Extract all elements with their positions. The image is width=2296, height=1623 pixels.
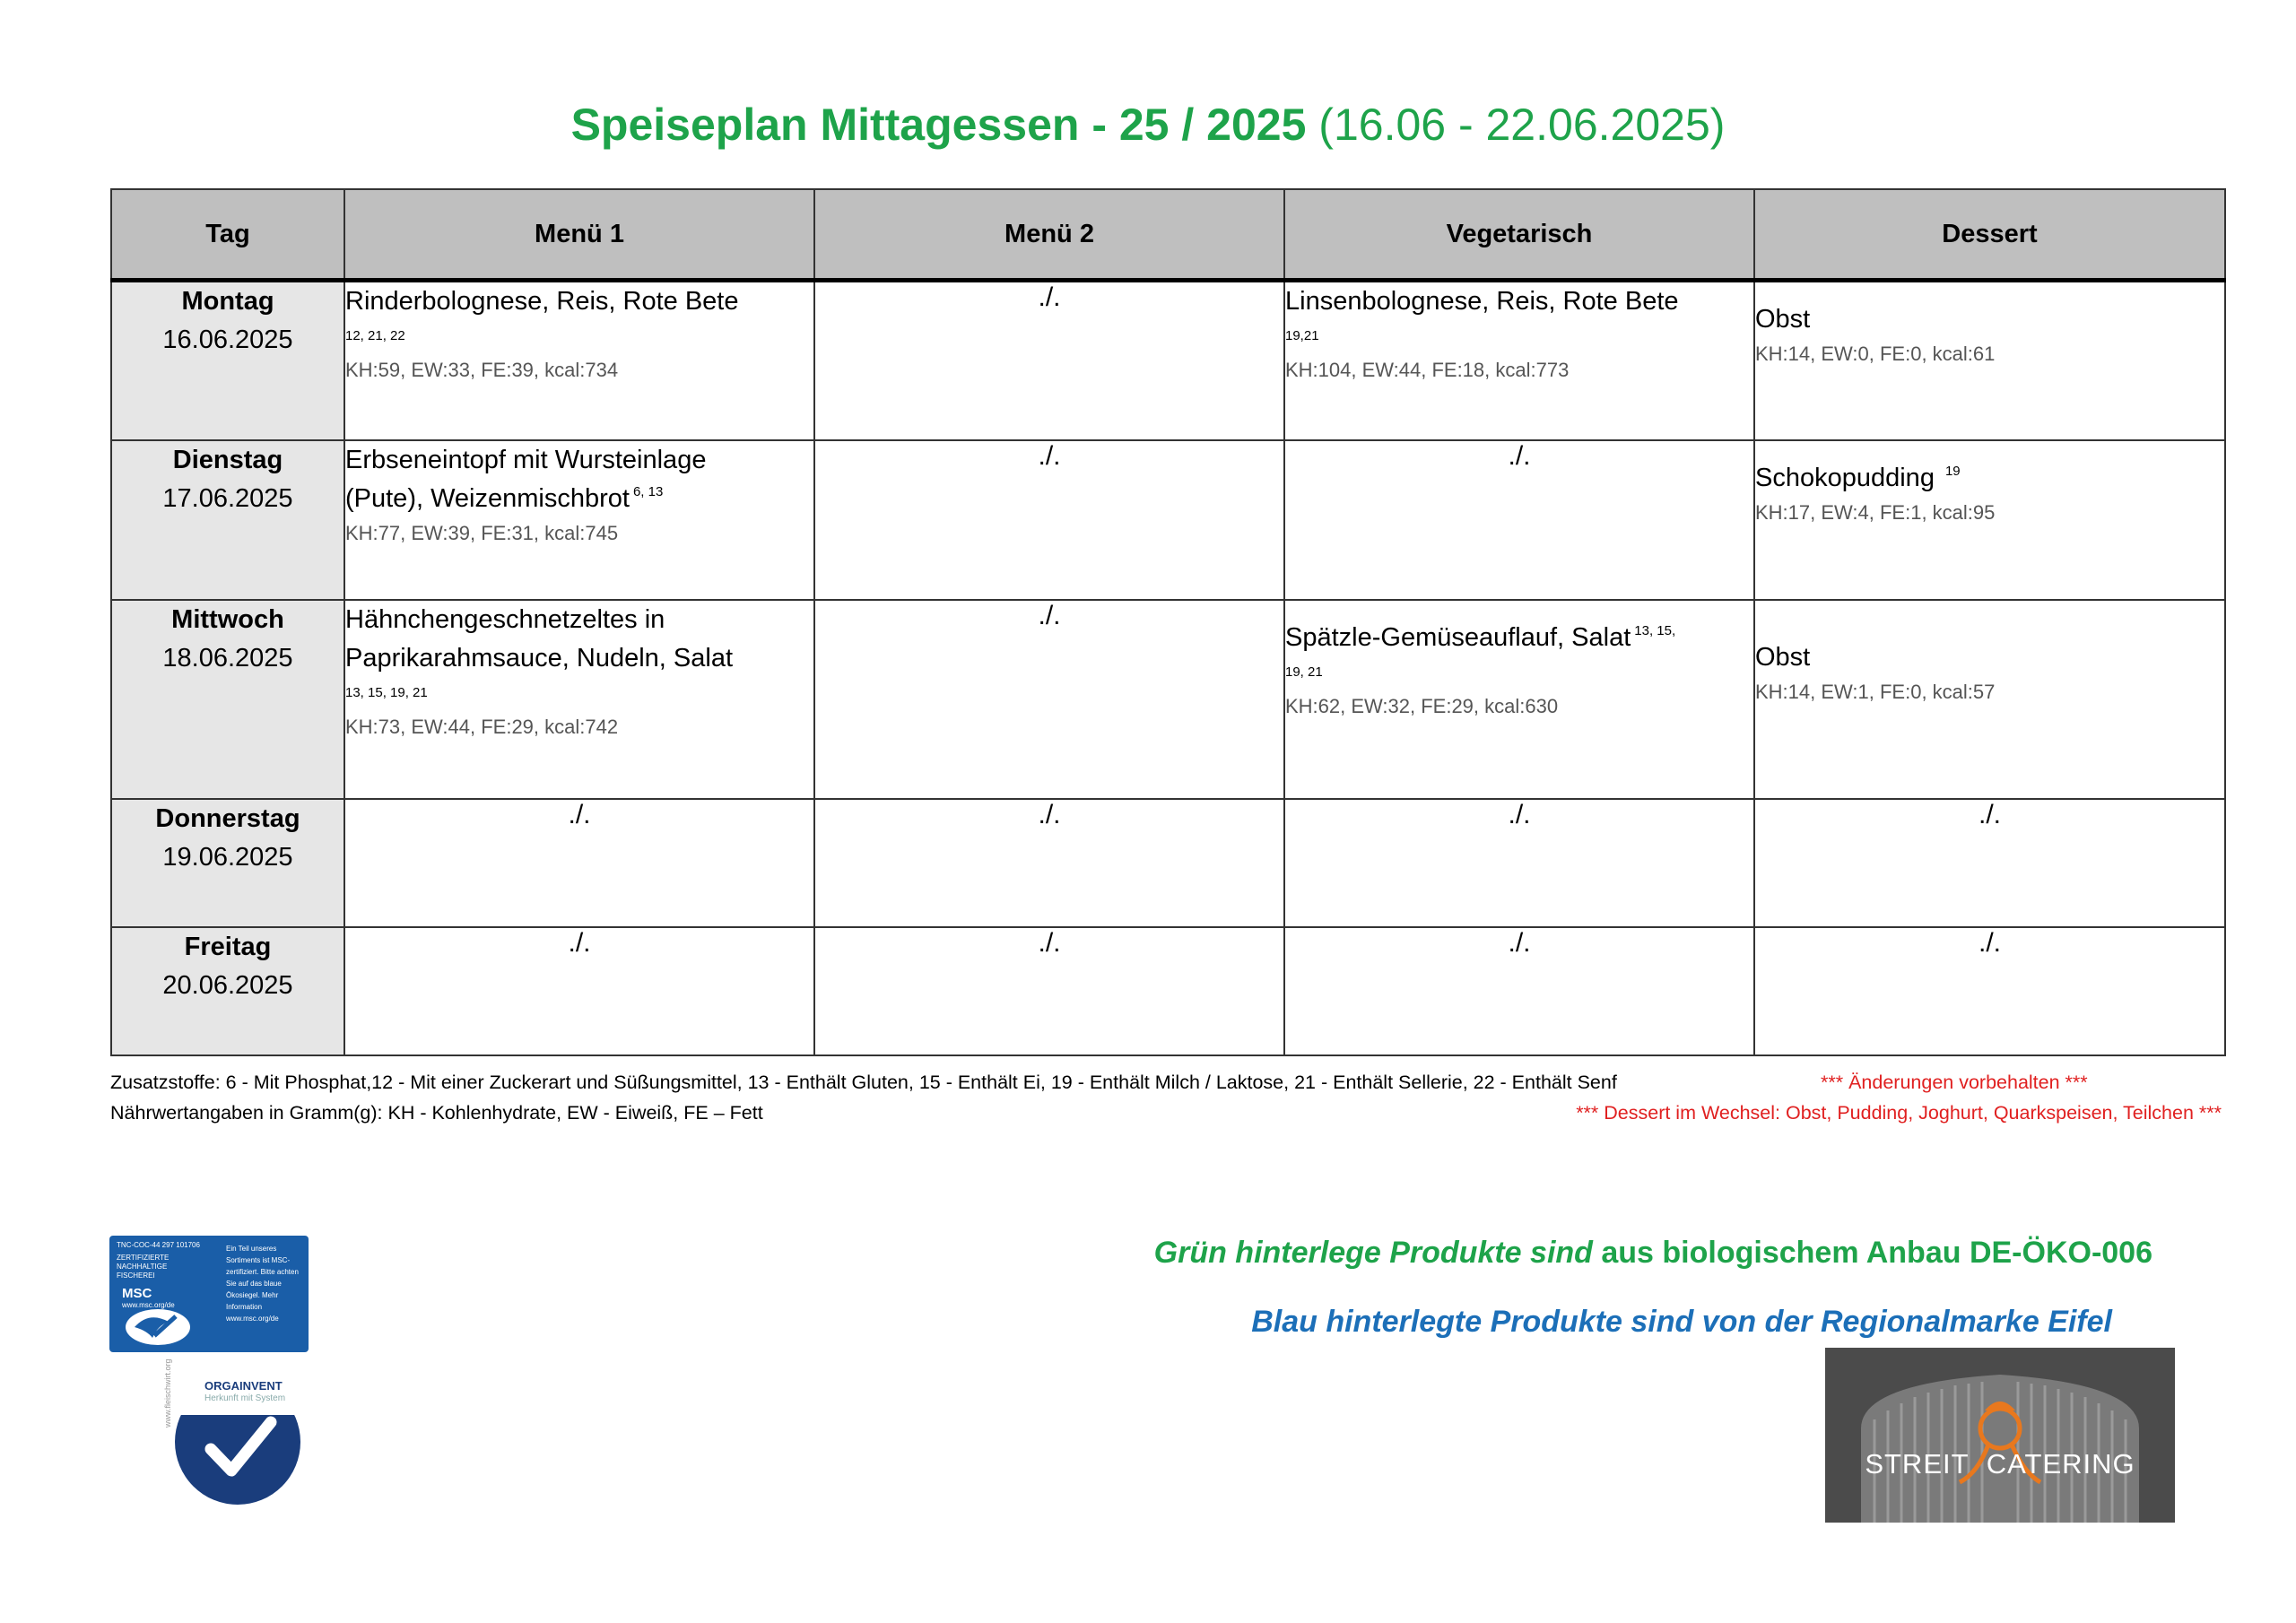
menu1-cell [344, 281, 814, 440]
col-header-dessert: Dessert [1754, 189, 2225, 281]
day-date: 17.06.2025 [162, 483, 293, 513]
day-name: Freitag [184, 932, 272, 961]
allergen-codes: 13, 15, [1634, 622, 1676, 638]
day-cell [111, 440, 344, 600]
dish-name-line2: (Pute), Weizenmischbrot [345, 483, 630, 513]
dessert-cell [1754, 927, 2225, 1055]
table-header-row [111, 189, 2225, 281]
nutrition-legend: Nährwertangaben in Gramm(g): KH - Kohlenhydrate, EW - Eiweiß, FE – Fett [110, 1102, 763, 1124]
menu2-cell [814, 927, 1284, 1055]
col-header-tag: Tag [111, 189, 344, 281]
no-dish-marker: ./. [1508, 927, 1531, 958]
title-dates: (16.06 - 22.06.2025) [1318, 100, 1726, 150]
menu-table [110, 188, 2226, 1056]
veg-cell [1284, 927, 1754, 1055]
organic-note-italic: Grün hinterlege Produkte sind [1153, 1236, 1593, 1270]
msc-cert-text: TNC-COC-44 297 101706 ZERTIFIZIERTE NACHHALTIGE FISCHEREI [117, 1241, 200, 1280]
dish-name: Schokopudding [1755, 463, 1935, 492]
menu2-cell [814, 440, 1284, 600]
day-cell [111, 799, 344, 927]
allergen-codes: 19 [1944, 463, 1961, 479]
dessert-rotation-note: *** Dessert im Wechsel: Obst, Pudding, Joghurt, Quarkspeisen, Teilchen *** [1576, 1102, 2222, 1124]
dish-name: Linsenbolognese, Reis, Rote Bete [1285, 287, 1679, 316]
msc-label: MSC www.msc.org/de [122, 1286, 175, 1309]
no-dish-marker: ./. [568, 799, 591, 829]
table-row [111, 799, 2225, 927]
orgainvent-name: ORGAINVENT [204, 1379, 283, 1393]
col-header-vegetarisch: Vegetarisch [1284, 189, 1754, 281]
table-row [111, 600, 2225, 799]
no-dish-marker: ./. [568, 927, 591, 958]
fish-check-icon [122, 1306, 194, 1347]
menu1-cell [344, 600, 814, 799]
no-dish-marker: ./. [1038, 600, 1061, 630]
no-dish-marker: ./. [1508, 799, 1531, 829]
dessert-cell [1754, 799, 2225, 927]
menu1-cell [344, 799, 814, 927]
msc-info-text: Ein Teil unseres Sortiments ist MSC-zertifiziert. Bitte achten Sie auf das blaue Ökosiegel. Mehr Information www.msc.org/de [226, 1245, 299, 1323]
day-name: Mittwoch [171, 604, 284, 634]
dish-name-line1: Hähnchengeschnetzeltes in [345, 604, 665, 634]
table-row [111, 927, 2225, 1055]
streit-catering-wordmark: STREIT CATERING [1865, 1448, 2135, 1480]
allergen-codes: 19,21 [1285, 328, 1319, 343]
day-date: 18.06.2025 [162, 643, 293, 673]
organic-note [1154, 1236, 2152, 1271]
nutrition-info: KH:77, EW:39, FE:31, kcal:745 [345, 521, 619, 544]
day-date: 19.06.2025 [162, 842, 293, 872]
menu2-cell [814, 281, 1284, 440]
veg-cell [1284, 600, 1754, 799]
col-header-menu2: Menü 2 [814, 189, 1284, 281]
no-dish-marker: ./. [1038, 927, 1061, 958]
logo-stripes-graphic [1825, 1348, 2175, 1523]
dish-name: Spätzle-Gemüseauflauf, Salat [1285, 622, 1631, 652]
allergen-codes-cont: 19, 21 [1285, 664, 1323, 680]
nutrition-info: KH:73, EW:44, FE:29, kcal:742 [345, 715, 619, 738]
no-dish-marker: ./. [1508, 440, 1531, 471]
nutrition-info: KH:62, EW:32, FE:29, kcal:630 [1285, 694, 1559, 717]
day-name: Montag [181, 287, 274, 316]
streit-catering-logo [1825, 1348, 2175, 1523]
nutrition-info: KH:59, EW:33, FE:39, kcal:734 [345, 359, 619, 381]
veg-cell [1284, 440, 1754, 600]
nutrition-info: KH:14, EW:1, FE:0, kcal:57 [1755, 680, 1996, 703]
day-date: 16.06.2025 [162, 325, 293, 354]
allergen-codes: 13, 15, 19, 21 [345, 684, 428, 700]
menu1-cell [344, 440, 814, 600]
dessert-cell [1754, 440, 2225, 600]
nutrition-info: KH:17, EW:4, FE:1, kcal:95 [1755, 500, 1996, 524]
no-dish-marker: ./. [1038, 440, 1061, 471]
allergen-codes: 6, 13 [632, 483, 664, 499]
regional-note: Blau hinterlegte Produkte sind von der Regionalmarke Eifel [1251, 1305, 2112, 1339]
day-date: 20.06.2025 [162, 970, 293, 1000]
dish-name: Obst [1755, 642, 1811, 672]
additives-note: Zusatzstoffe: 6 - Mit Phosphat,12 - Mit einer Zuckerart und Süßungsmittel, 13 - Enthält Gluten, 15 - Enthält Ei, 19 - Enthält Milch / Laktose, 21 - Enthält Sellerie, 22 - Enthält Senf [110, 1072, 1617, 1093]
dish-name-line2: Paprikarahmsauce, Nudeln, Salat [345, 643, 734, 673]
dish-name: Rinderbolognese, Reis, Rote Bete [345, 287, 739, 316]
veg-cell [1284, 281, 1754, 440]
no-dish-marker: ./. [1978, 799, 2001, 829]
nutrition-info: KH:14, EW:0, FE:0, kcal:61 [1755, 343, 1996, 365]
day-cell [111, 927, 344, 1055]
no-dish-marker: ./. [1978, 927, 2001, 958]
page-title [0, 99, 2296, 151]
allergen-codes: 12, 21, 22 [345, 328, 405, 343]
col-header-menu1: Menü 1 [344, 189, 814, 281]
day-cell [111, 600, 344, 799]
veg-cell [1284, 799, 1754, 927]
changes-reserved-note: *** Änderungen vorbehalten *** [1821, 1072, 2088, 1093]
day-cell [111, 281, 344, 440]
no-dish-marker: ./. [1038, 799, 1061, 829]
dessert-cell [1754, 600, 2225, 799]
organic-note-rest: aus biologischem Anbau DE-ÖKO-006 [1601, 1236, 2152, 1270]
orgainvent-url: www.fleischwirt.org [163, 1358, 172, 1428]
menu2-cell [814, 600, 1284, 799]
dessert-cell [1754, 281, 2225, 440]
day-name: Donnerstag [155, 803, 300, 833]
table-row [111, 440, 2225, 600]
day-name: Dienstag [172, 445, 283, 474]
menu1-cell [344, 927, 814, 1055]
menu2-cell [814, 799, 1284, 927]
title-main: Speiseplan Mittagessen - 25 / 2025 [570, 100, 1307, 150]
dish-name-line1: Erbseneintopf mit Wursteinlage [345, 445, 707, 474]
orgainvent-tagline: Herkunft mit System [204, 1393, 286, 1403]
no-dish-marker: ./. [1038, 282, 1061, 312]
nutrition-info: KH:104, EW:44, FE:18, kcal:773 [1285, 359, 1570, 381]
table-row [111, 281, 2225, 440]
msc-logo [109, 1236, 309, 1352]
orgainvent-logo [161, 1358, 305, 1509]
dish-name: Obst [1755, 305, 1811, 334]
